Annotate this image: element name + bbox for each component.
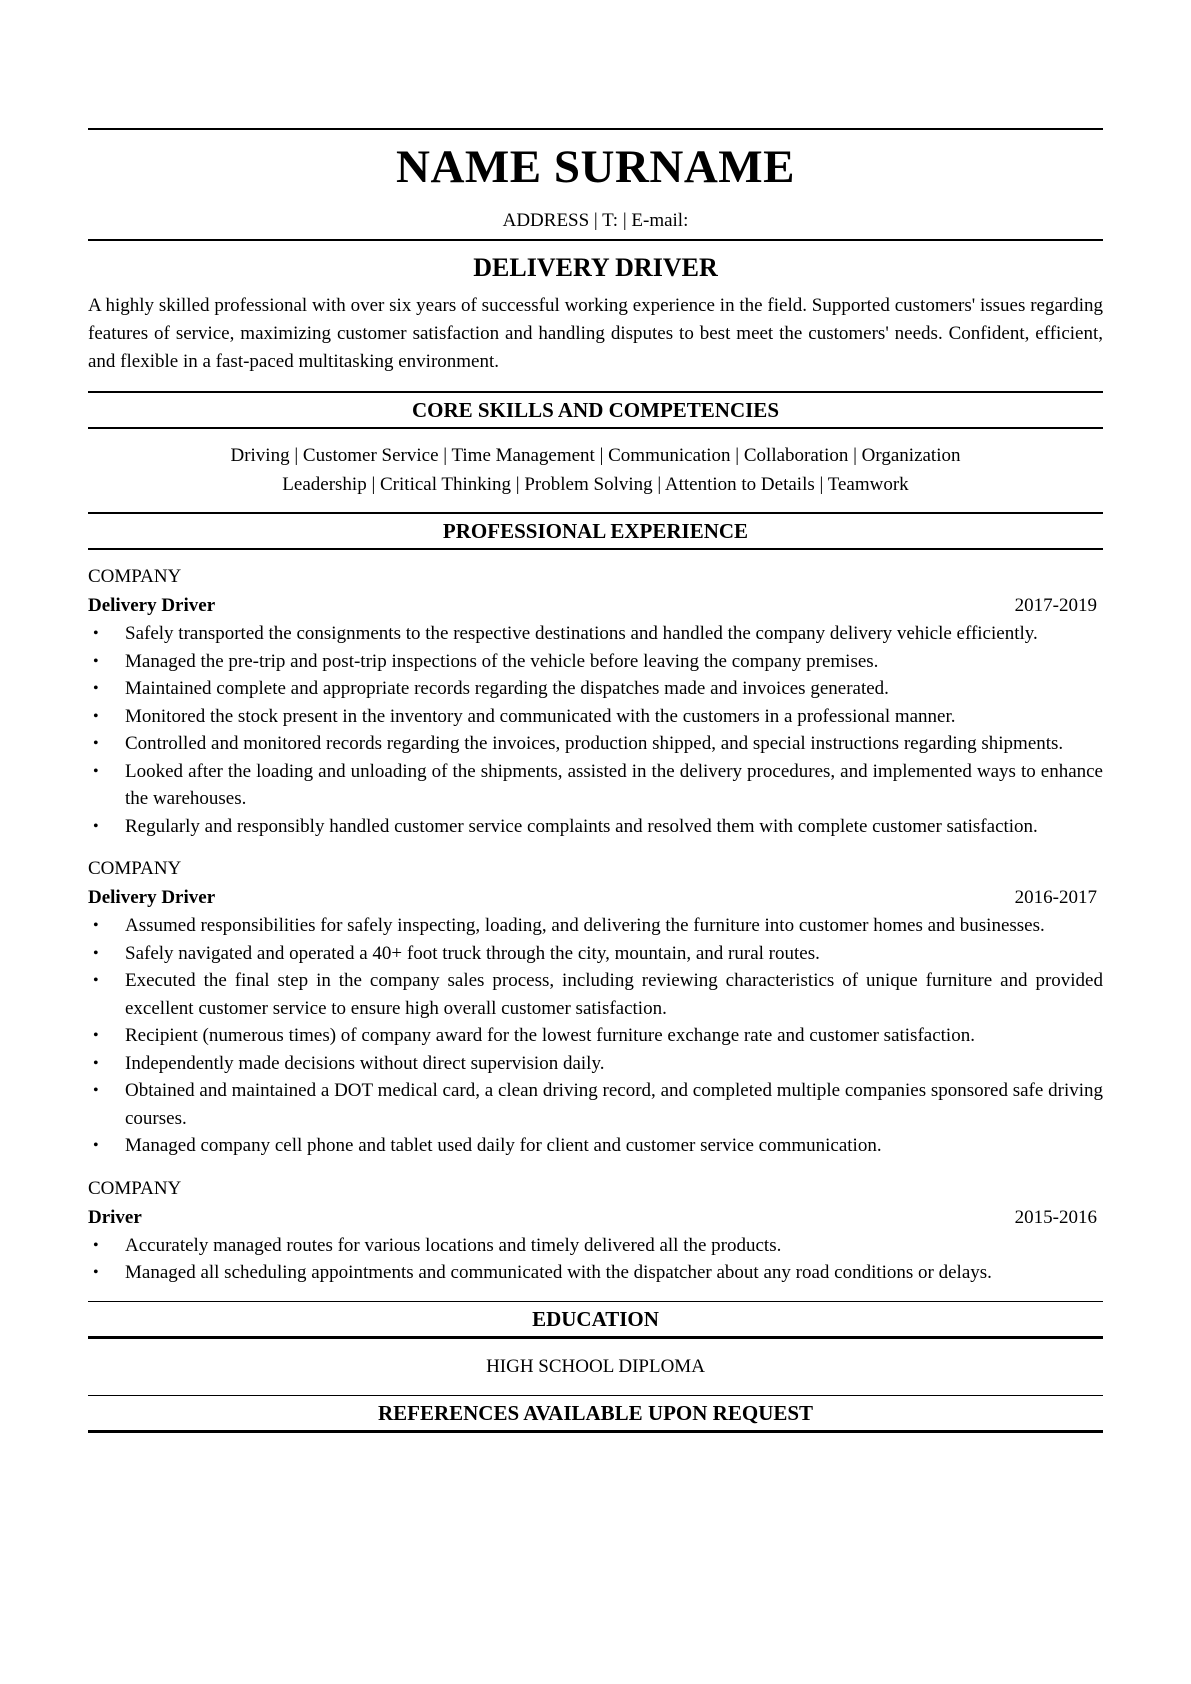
bullet-item: • Obtained and maintained a DOT medical card, a clean driving record, and completed multiple companies sponsored safe driving courses. [88,1077,1103,1132]
role-row [88,883,1103,912]
bullet-item: • Managed all scheduling appointments and communicated with the dispatcher about any road conditions or delays. [88,1259,1103,1287]
skills-list [88,441,1103,499]
bullet-item: • Recipient (numerous times) of company award for the lowest furniture exchange rate and customer satisfaction. [88,1022,1103,1050]
bullet-item: • Independently made decisions without direct supervision daily. [88,1050,1103,1078]
experience-list [88,562,1103,1287]
skills-line-2: Leadership | Critical Thinking | Problem Solving | Attention to Details | Teamwork [282,474,909,495]
candidate-name: NAME SURNAME [396,140,795,193]
bullet-item: • Safely transported the consignments to the respective destinations and handled the company delivery vehicle efficiently. [88,620,1103,648]
bullet-item: • Managed the pre-trip and post-trip inspections of the vehicle before leaving the company premises. [88,648,1103,676]
bullet-item: • Regularly and responsibly handled customer service complaints and resolved them with complete customer satisfaction. [88,813,1103,841]
role-row [88,1203,1103,1232]
resume-page [88,128,1103,1433]
job-entry [88,854,1103,1160]
bullet-item: • Managed company cell phone and tablet used daily for client and customer service communication. [88,1132,1103,1160]
company-name: COMPANY [88,858,182,879]
summary-paragraph: A highly skilled professional with over six years of successful working experience in the field. Supported customers' issues regarding features of service, maximizing customer satisfaction and handling disputes to best meet the customers' needs. Confident, efficient, and flexible in a fast-paced multitasking environment. [88,295,1103,372]
bullet-item: • Assumed responsibilities for safely inspecting, loading, and delivering the furniture into customer homes and businesses. [88,912,1103,940]
bullet-item: • Safely navigated and operated a 40+ foot truck through the city, mountain, and rural routes. [88,940,1103,968]
education-bottom-divider [88,1336,1103,1339]
job-dates: 2016-2017 [1014,887,1097,908]
role-title: Driver [88,1206,142,1228]
bullet-item: • Maintained complete and appropriate records regarding the dispatches made and invoices generated. [88,675,1103,703]
job-entry [88,1174,1103,1287]
job-dates: 2017-2019 [1014,595,1097,616]
experience-bottom-divider [88,548,1103,551]
job-entry [88,562,1103,840]
top-divider [88,128,1103,130]
bullet-item: • Controlled and monitored records regarding the invoices, production shipped, and special instructions regarding shipments. [88,730,1103,758]
experience-heading: PROFESSIONAL EXPERIENCE [442,518,749,543]
company-name: COMPANY [88,1177,182,1199]
bullet-item: • Accurately managed routes for various locations and timely delivered all the products. [88,1232,1103,1260]
education-degree: HIGH SCHOOL DIPLOMA [486,1355,705,1377]
job-dates: 2015-2016 [1014,1206,1097,1228]
bullet-item: • Monitored the stock present in the inventory and communicated with the customers in a professional manner. [88,703,1103,731]
education-heading: EDUCATION [532,1307,659,1331]
role-title: Delivery Driver [88,595,216,616]
references-note: REFERENCES AVAILABLE UPON REQUEST [377,1401,814,1425]
role-row [88,591,1103,620]
skills-heading: CORE SKILLS AND COMPETENCIES [412,397,779,422]
job-title: DELIVERY DRIVER [473,253,718,282]
job-bullets [88,620,1103,840]
skills-line-1: Driving | Customer Service | Time Management | Communication | Collaboration | Organization [230,445,961,466]
role-title: Delivery Driver [88,887,216,908]
skills-bottom-divider [88,427,1103,430]
references-bottom-divider [88,1430,1103,1433]
header-divider [88,239,1103,242]
job-bullets [88,1232,1103,1287]
company-name: COMPANY [88,566,182,587]
bullet-item: • Looked after the loading and unloading of the shipments, assisted in the delivery procedures, and implemented ways to enhance the warehouses. [88,758,1103,813]
bullet-item: • Executed the final step in the company sales process, including reviewing characteristics of unique furniture and provided excellent customer service to ensure high overall customer satisfaction. [88,967,1103,1022]
job-bullets [88,912,1103,1160]
contact-line: ADDRESS | T: | E-mail: [502,209,689,231]
